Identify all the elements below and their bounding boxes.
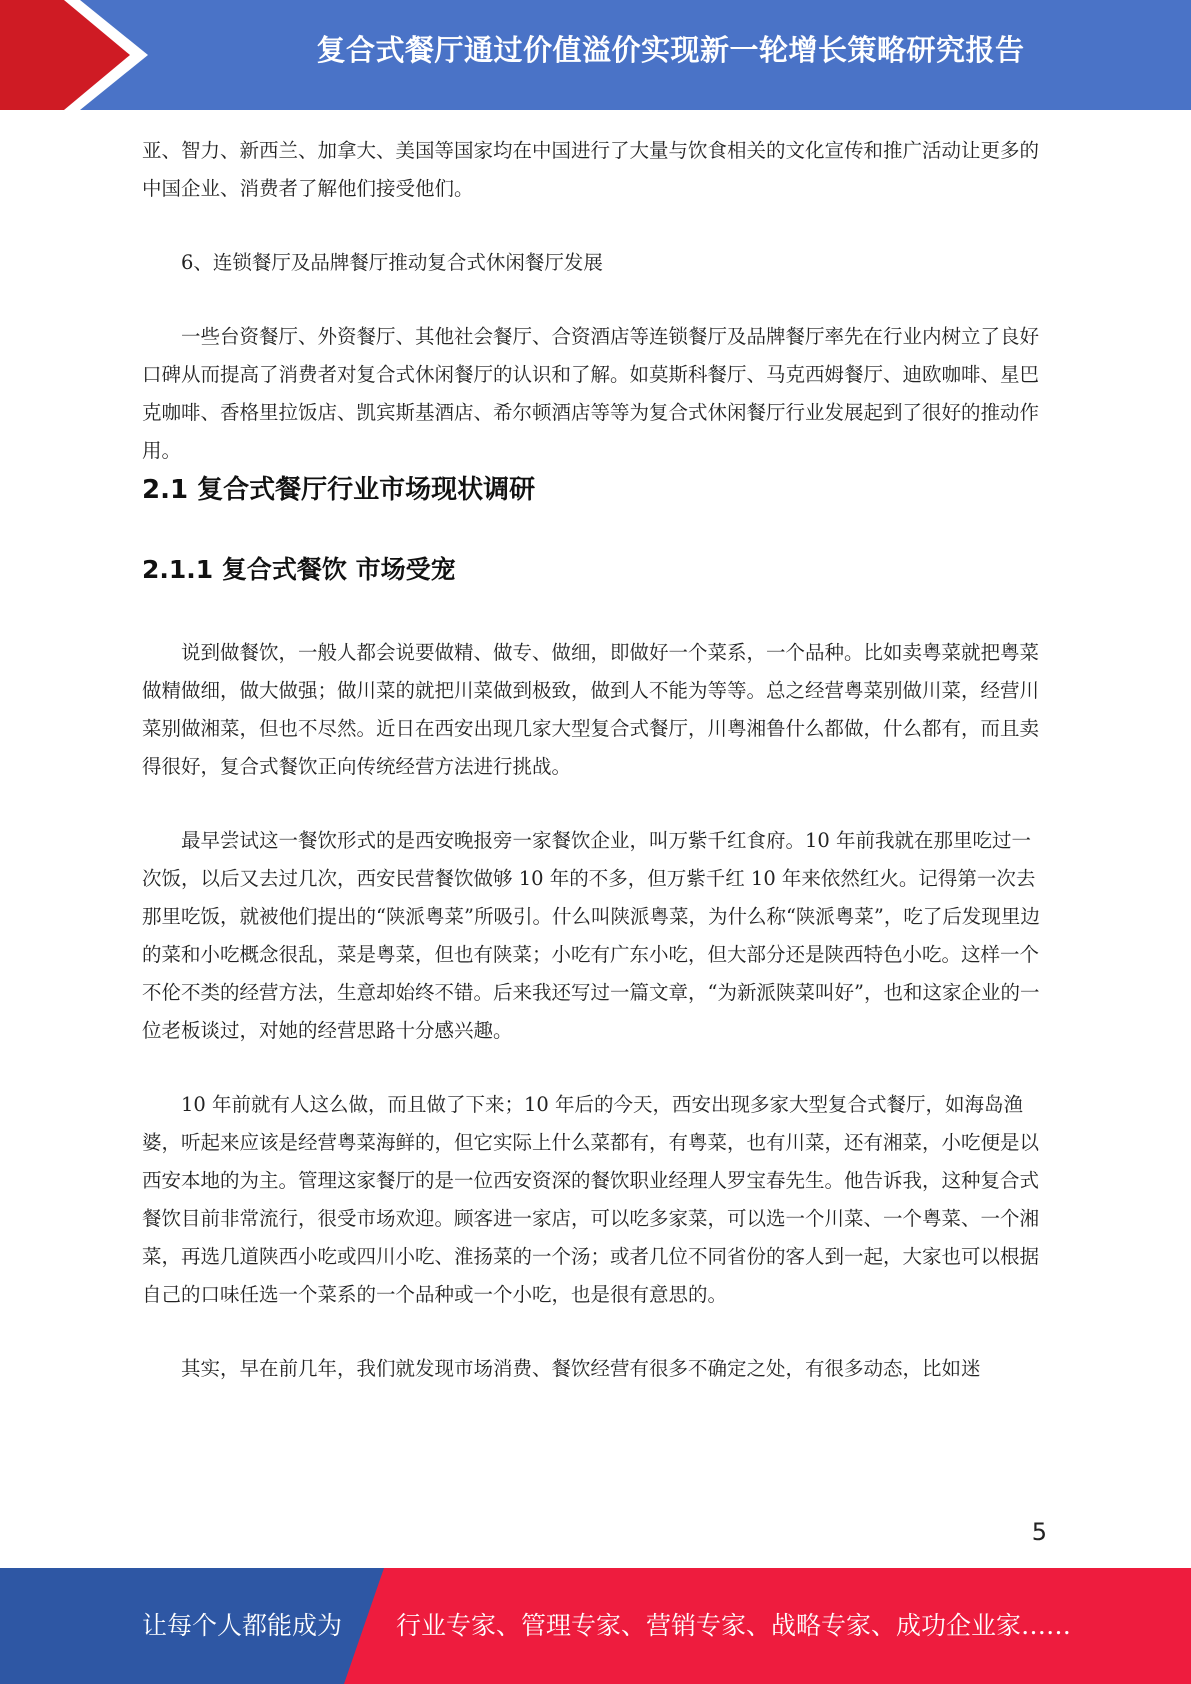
paragraph-market-uncertainty: 其实，早在前几年，我们就发现市场消费、餐饮经营有很多不确定之处，有很多动态，比如迷	[181, 1357, 981, 1380]
page-header	[0, 0, 1191, 110]
footer-slogan-left: 让每个人都能成为	[142, 1611, 343, 1640]
list-item-6: 6、连锁餐厅及品牌餐厅推动复合式休闲餐厅发展	[181, 251, 603, 274]
report-title: 复合式餐厅通过价值溢价实现新一轮增长策略研究报告	[316, 33, 1025, 67]
document-body	[142, 132, 1047, 1388]
page-number: 5	[1031, 1518, 1047, 1546]
section-heading-2-1-1: 2.1.1 复合式餐饮 市场受宠	[142, 555, 456, 584]
paragraph-chain-restaurants: 一些台资餐厅、外资餐厅、其他社会餐厅、合资酒店等连锁餐厅及品牌餐厅率先在行业内树立了良好口碑从而提高了消费者对复合式休闲餐厅的认识和了解。如莫斯科餐厅、马克西姆餐厅、迪欧咖啡、星巴克咖啡、香格里拉饭店、凯宾斯基酒店、希尔顿酒店等等为复合式休闲餐厅行业发展起到了很好的推动作用。	[142, 325, 1040, 462]
paragraph-haidao-yupo: 10 年前就有人这么做，而且做了下来；10 年后的今天，西安出现多家大型复合式餐厅，如海岛渔婆，听起来应该是经营粤菜海鲜的，但它实际上什么菜都有，有粤菜，也有川菜，还有湘菜，小吃便是以西安本地的为主。管理这家餐厅的是一位西安资深的餐饮职业经理人罗宝春先生。他告诉我，这种复合式餐饮目前非常流行，很受市场欢迎。顾客进一家店，可以吃多家菜，可以选一个川菜、一个粤菜、一个湘菜，再选几道陕西小吃或四川小吃、淮扬菜的一个汤；或者几位不同省份的客人到一起，大家也可以根据自己的口味任选一个菜系的一个品种或一个小吃，也是很有意思的。	[142, 1093, 1040, 1306]
paragraph-continuation: 亚、智力、新西兰、加拿大、美国等国家均在中国进行了大量与饮食相关的文化宣传和推广活动让更多的中国企业、消费者了解他们接受他们。	[142, 139, 1040, 200]
section-heading-2-1: 2.1 复合式餐厅行业市场现状调研	[142, 475, 536, 505]
footer-slogan-right: 行业专家、管理专家、营销专家、战略专家、成功企业家……	[396, 1611, 1072, 1640]
paragraph-intro: 说到做餐饮，一般人都会说要做精、做专、做细，即做好一个菜系，一个品种。比如卖粤菜就把粤菜做精做细，做大做强；做川菜的就把川菜做到极致，做到人不能为等等。总之经营粤菜别做川菜，经营川菜别做湘菜，但也不尽然。近日在西安出现几家大型复合式餐厅，川粤湘鲁什么都做，什么都有，而且卖得很好，复合式餐饮正向传统经营方法进行挑战。	[142, 641, 1040, 778]
paragraph-wanzi-qianhong: 最早尝试这一餐饮形式的是西安晚报旁一家餐饮企业，叫万紫千红食府。10 年前我就在那里吃过一次饭，以后又去过几次，西安民营餐饮做够 10 年的不多，但万紫千红 10 年来依然红火。记得第一次去那里吃饭，就被他们提出的“陕派粤菜”所吸引。什么叫陕派粤菜，为什么称“陕派粤菜”，吃了后发现里边的菜和小吃概念很乱，菜是粤菜，但也有陕菜；小吃有广东小吃，但大部分还是陕西特色小吃。这样一个不伦不类的经营方法，生意却始终不错。后来我还写过一篇文章，“为新派陕菜叫好”，也和这家企业的一位老板谈过，对她的经营思路十分感兴趣。	[142, 829, 1040, 1042]
page-footer	[0, 1568, 1191, 1684]
